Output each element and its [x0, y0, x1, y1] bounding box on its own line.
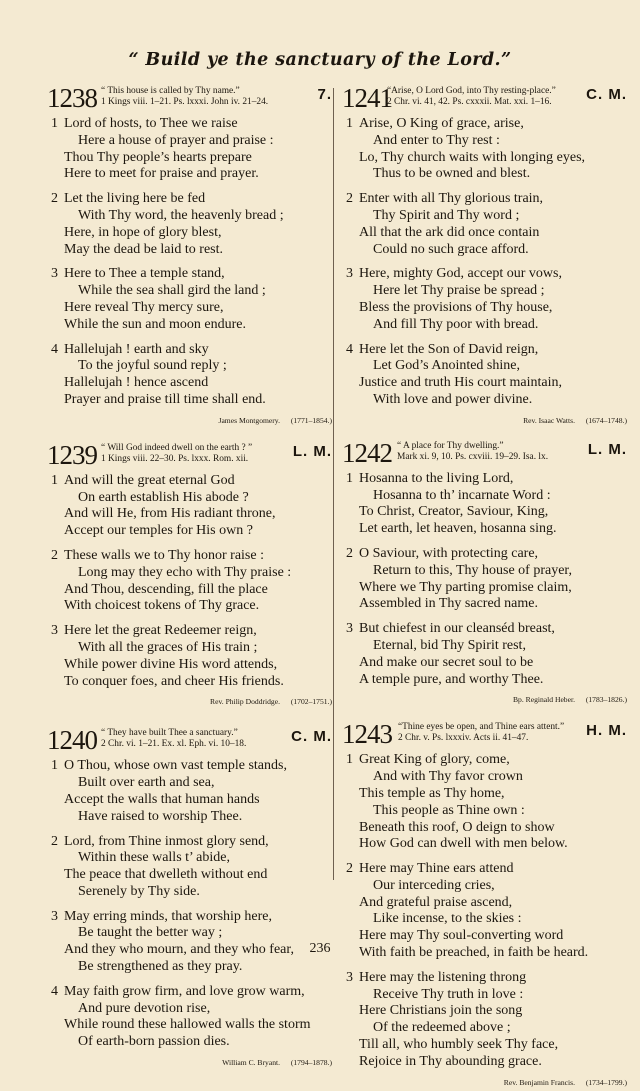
- hymn-line: Accept the walls that human hands: [64, 791, 260, 807]
- hymn-line: Be strengthened as they pray.: [78, 959, 243, 975]
- hymn-number: 1243: [342, 719, 392, 750]
- hymn-line: Arise, O King of grace, arise,: [359, 116, 524, 131]
- hymn-author-dates: (1783–1826.): [585, 695, 627, 705]
- hymn-line: With love and power divine.: [373, 391, 533, 407]
- hymn-number: 1240: [47, 725, 97, 756]
- hymn-line: Eternal, bid Thy Spirit rest,: [373, 637, 526, 653]
- hymn-line: Return to this, Thy house of prayer,: [373, 562, 573, 578]
- stanza: [47, 548, 332, 615]
- hymn-line: Here, in hope of glory blest,: [64, 224, 222, 240]
- hymn-line: Long may they echo with Thy praise :: [78, 564, 292, 580]
- hymn-line: Within these walls t’ abide,: [78, 850, 230, 866]
- hymn-line: Built over earth and sea,: [78, 775, 215, 791]
- stanza-number: 2: [51, 191, 58, 207]
- hymn-line: How God can dwell with men below.: [359, 836, 568, 852]
- stanza-number: 2: [51, 833, 58, 849]
- hymn-line: O Saviour, with protecting care,: [359, 545, 539, 561]
- hymn-line: Here let the great Redeemer reign,: [64, 623, 257, 639]
- page-title: “ Build ye the sanctuary of the Lord.”: [128, 50, 512, 70]
- hymn-line: Could no such grace afford.: [373, 241, 529, 257]
- hymn-scripture-text: “ A place for Thy dwelling.”: [397, 440, 504, 451]
- stanza-number: 4: [51, 983, 58, 999]
- stanza: [342, 970, 627, 1071]
- hymn-line: Hosanna to the living Lord,: [359, 470, 514, 486]
- hymn-line: Hallelujah ! earth and sky: [64, 341, 209, 357]
- hymn-author: William C. Bryant.: [222, 1058, 280, 1068]
- stanza-number: 3: [51, 623, 58, 639]
- hymn-line: Our interceding cries,: [373, 877, 495, 893]
- hymn-attribution: [342, 694, 627, 708]
- hymn-line: And they who mourn, and they who fear,: [64, 942, 294, 958]
- hymn-line: While the sun and moon endure.: [64, 316, 246, 332]
- hymn-line: Here may Thy soul-converting word: [359, 928, 564, 944]
- hymn-line: With faith be preached, in faith be heard.: [359, 945, 589, 961]
- hymn-line: Thy Spirit and Thy word ;: [373, 207, 520, 223]
- hymn-scripture-text: “Arise, O Lord God, into Thy resting-place.”: [387, 86, 556, 96]
- hymn-line: To the joyful sound reply ;: [78, 358, 227, 374]
- hymn-line: With all the graces of His train ;: [78, 639, 258, 655]
- column-divider: [333, 88, 334, 880]
- stanza-number: 1: [346, 116, 353, 131]
- hymn-author-dates: (1771–1854.): [290, 415, 332, 425]
- hymn-number: 1238: [47, 83, 97, 113]
- stanza: [47, 266, 332, 333]
- hymn-header: [47, 441, 332, 473]
- hymn-author-dates: (1702–1751.): [290, 697, 332, 707]
- stanza-number: 3: [346, 266, 353, 282]
- stanza: [47, 116, 332, 183]
- hymn-line: Here Christians join the song: [359, 1003, 523, 1019]
- hymn-line: May the dead be laid to rest.: [64, 241, 224, 257]
- hymn-line: And Thou, descending, fill the place: [64, 581, 268, 597]
- hymn-line: Here may Thine ears attend: [359, 861, 514, 877]
- hymn-scripture-text: “ Will God indeed dwell on the earth ? ”: [101, 442, 253, 453]
- stanza-number: 2: [51, 547, 58, 563]
- hymn-line: Beneath this roof, O deign to show: [359, 819, 555, 835]
- hymn-line: Of earth-born passion dies.: [78, 1034, 230, 1050]
- hymn-line: But chiefest in our cleanséd breast,: [359, 621, 555, 637]
- hymn-header: [47, 84, 332, 116]
- stanza: [342, 116, 627, 183]
- hymn-meter: L. M.: [587, 440, 627, 458]
- hymn-line: Lord of hosts, to Thee we raise: [64, 116, 238, 131]
- hymn-1240: [47, 726, 332, 1071]
- hymn-line: The peace that dwelleth without end: [64, 867, 268, 883]
- stanza-number: 2: [346, 191, 353, 207]
- stanza-number: 3: [51, 908, 58, 924]
- hymn-line: This people as Thine own :: [373, 802, 525, 818]
- stanza-number: 1: [51, 116, 58, 131]
- stanza-number: 1: [51, 472, 58, 488]
- hymn-line: O Thou, whose own vast temple stands,: [64, 758, 287, 774]
- hymn-line: And will the great eternal God: [64, 472, 235, 488]
- hymn-header: [342, 439, 627, 471]
- hymn-line: While the sea shall gird the land ;: [78, 283, 266, 299]
- hymn-author: Rev. Benjamin Francis.: [503, 1077, 575, 1087]
- hymn-scripture-refs: 2 Chr. vi. 1–21. Ex. xl. Eph. vi. 10–18.: [101, 739, 247, 750]
- hymn-line: A temple pure, and worthy Thee.: [359, 671, 544, 687]
- hymn-author: Rev. Isaac Watts.: [523, 415, 575, 425]
- hymn-line: Of the redeemed above ;: [373, 1020, 511, 1036]
- hymn-1243: [342, 720, 627, 1090]
- hymn-line: To Christ, Creator, Saviour, King,: [359, 504, 549, 520]
- hymn-line: And make our secret soul to be: [359, 654, 534, 670]
- hymn-line: Great King of glory, come,: [359, 752, 510, 768]
- stanza: [342, 752, 627, 853]
- hymn-scripture-text: “ They have built Thee a sanctuary.”: [101, 728, 238, 739]
- hymn-meter: C. M.: [586, 86, 627, 103]
- hymn-scripture-refs: 1 Kings viii. 22–30. Ps. lxxx. Rom. xii.: [101, 453, 249, 464]
- hymn-line: Let God’s Anointed shine,: [373, 358, 520, 374]
- hymn-line: Rejoice in Thy abounding grace.: [359, 1053, 542, 1069]
- hymn-line: Have raised to worship Thee.: [78, 808, 243, 824]
- hymn-scripture-text: “Thine eyes be open, and Thine ears attent.”: [398, 722, 565, 733]
- stanza-number: 1: [346, 470, 353, 486]
- hymn-author: Bp. Reginald Heber.: [512, 695, 575, 705]
- stanza: [342, 471, 627, 538]
- hymn-line: Here reveal Thy mercy sure,: [64, 299, 224, 315]
- stanza: [342, 621, 627, 688]
- hymn-line: Here let the Son of David reign,: [359, 341, 539, 357]
- hymn-line: Here to meet for praise and prayer.: [64, 166, 259, 182]
- hymn-1239: [47, 441, 332, 711]
- page-number: 236: [309, 941, 331, 956]
- hymn-line: Enter with all Thy glorious train,: [359, 191, 544, 207]
- hymn-line: This temple as Thy home,: [359, 785, 505, 801]
- hymn-line: May erring minds, that worship here,: [64, 908, 273, 924]
- hymn-line: Assembled in Thy sacred name.: [359, 596, 538, 612]
- hymn-line: Prayer and praise till time shall end.: [64, 391, 266, 407]
- stanza: [342, 342, 627, 409]
- stanza: [342, 546, 627, 613]
- hymn-line: Here, mighty God, accept our vows,: [359, 266, 562, 282]
- hymn-author: Rev. Philip Doddridge.: [210, 697, 280, 707]
- stanza: [47, 834, 332, 901]
- hymn-line: And will He, from His radiant throne,: [64, 506, 276, 522]
- hymn-line: Like incense, to the skies :: [373, 911, 522, 927]
- hymn-line: While round these hallowed walls the storm: [64, 1017, 311, 1033]
- hymn-line: On earth establish His abode ?: [78, 489, 249, 505]
- hymn-line: Lo, Thy church waits with longing eyes,: [359, 149, 586, 165]
- hymn-author-dates: (1794–1878.): [290, 1058, 332, 1068]
- hymn-line: Let earth, let heaven, hosanna sing.: [359, 521, 557, 537]
- hymn-line: Hosanna to th’ incarnate Word :: [373, 487, 551, 503]
- hymn-line: Bless the provisions of Thy house,: [359, 299, 553, 315]
- right-column: [342, 83, 627, 1087]
- stanza-number: 1: [51, 758, 58, 774]
- hymn-line: Serenely by Thy side.: [78, 883, 200, 899]
- stanza-number: 2: [346, 861, 353, 877]
- hymn-line: Here may the listening throng: [359, 969, 527, 985]
- stanza: [47, 984, 332, 1051]
- stanza-number: 2: [346, 545, 353, 561]
- hymn-number: 1241: [342, 83, 392, 113]
- stanza: [342, 266, 627, 333]
- hymn-number: 1242: [342, 437, 392, 468]
- hymn-line: And grateful praise ascend,: [359, 894, 513, 910]
- hymn-line: Receive Thy truth in love :: [373, 986, 524, 1002]
- hymn-line: Here to Thee a temple stand,: [64, 266, 225, 282]
- hymn-line: And with Thy favor crown: [373, 769, 523, 785]
- hymn-scripture-refs: 2 Chr. v. Ps. lxxxiv. Acts ii. 41–47.: [398, 733, 529, 744]
- hymn-line: Till all, who humbly seek Thy face,: [359, 1037, 559, 1053]
- hymn-scripture-refs: Mark xi. 9, 10. Ps. cxviii. 19–29. Isa. lx.: [397, 451, 549, 462]
- hymn-header: [47, 726, 332, 758]
- stanza: [47, 342, 332, 409]
- hymn-meter: H. M.: [586, 722, 627, 740]
- hymn-scripture-refs: 1 Kings viii. 1–21. Ps. lxxxi. John iv. 21–24.: [101, 97, 269, 107]
- stanza: [47, 191, 332, 258]
- stanza: [47, 758, 332, 825]
- hymn-line: May faith grow firm, and love grow warm,: [64, 983, 305, 999]
- hymn-author-dates: (1674–1748.): [585, 415, 627, 425]
- hymn-1241: [342, 84, 627, 429]
- hymn-line: While power divine His word attends,: [64, 656, 278, 672]
- hymn-header: [342, 720, 627, 752]
- hymn-scripture-refs: 2 Chr. vi. 41, 42. Ps. cxxxii. Mat. xxi. 1–16.: [387, 97, 552, 107]
- hymn-line: Lord, from Thine inmost glory send,: [64, 833, 269, 849]
- hymn-line: Here let Thy praise be spread ;: [373, 283, 545, 299]
- stanza: [47, 623, 332, 690]
- hymn-line: With Thy word, the heavenly bread ;: [78, 207, 284, 223]
- hymn-attribution: [47, 696, 332, 710]
- hymn-line: These walls we to Thy honor raise :: [64, 547, 264, 563]
- hymn-1238: [47, 84, 332, 429]
- stanza-number: 3: [346, 969, 353, 985]
- hymn-line: Hallelujah ! hence ascend: [64, 375, 209, 391]
- stanza-number: 4: [346, 341, 353, 357]
- hymn-line: Accept our temples for His own ?: [64, 523, 253, 539]
- stanza-number: 3: [51, 266, 58, 282]
- hymn-line: And enter to Thy rest :: [373, 132, 500, 148]
- stanza-number: 1: [346, 752, 353, 768]
- hymn-header: [342, 84, 627, 116]
- stanza: [342, 191, 627, 258]
- hymn-scripture-text: “ This house is called by Thy name.”: [101, 86, 240, 96]
- hymn-line: Where we Thy parting promise claim,: [359, 579, 572, 595]
- hymn-line: Let the living here be fed: [64, 191, 206, 207]
- hymn-line: Justice and truth His court maintain,: [359, 375, 562, 391]
- stanza-number: 3: [346, 621, 353, 637]
- hymn-meter: 7.: [317, 86, 332, 103]
- hymn-attribution: [342, 1077, 627, 1091]
- stanza: [47, 473, 332, 540]
- hymn-line: Thou Thy people’s hearts prepare: [64, 149, 252, 165]
- hymn-number: 1239: [47, 439, 97, 470]
- hymn-attribution: [47, 415, 332, 429]
- hymn-line: With choicest tokens of Thy grace.: [64, 598, 260, 614]
- hymn-meter: L. M.: [292, 442, 332, 460]
- hymn-author: James Montgomery.: [218, 415, 280, 425]
- hymn-line: And pure devotion rise,: [78, 1000, 211, 1016]
- hymn-line: To conquer foes, and cheer His friends.: [64, 673, 284, 689]
- hymn-attribution: [47, 1057, 332, 1071]
- hymn-line: Here a house of prayer and praise :: [78, 132, 274, 148]
- hymn-meter: C. M.: [291, 728, 332, 746]
- hymn-line: Thus to be owned and blest.: [373, 166, 531, 182]
- hymn-author-dates: (1734–1799.): [585, 1077, 627, 1087]
- hymn-line: Be taught the better way ;: [78, 925, 223, 941]
- hymn-attribution: [342, 415, 627, 429]
- hymn-1242: [342, 439, 627, 709]
- stanza-number: 4: [51, 341, 58, 357]
- hymn-line: And fill Thy poor with bread.: [373, 316, 539, 332]
- hymn-line: All that the ark did once contain: [359, 224, 540, 240]
